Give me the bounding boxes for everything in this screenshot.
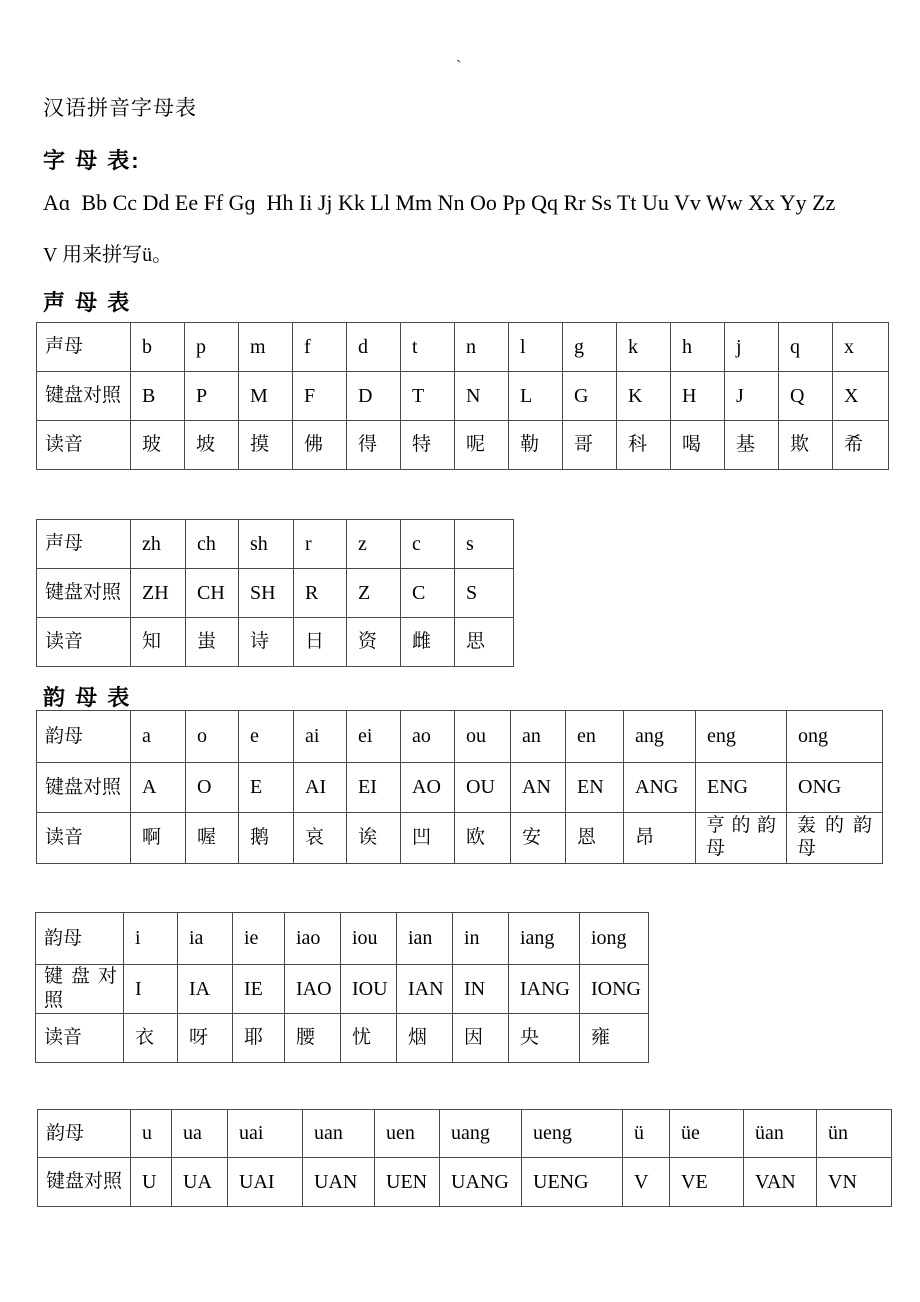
table-cell: IAN bbox=[397, 965, 453, 1014]
table-cell: P bbox=[185, 372, 239, 421]
table-cell: 知 bbox=[131, 618, 186, 667]
row-label: 键盘对照 bbox=[37, 569, 131, 618]
stray-mark: ` bbox=[456, 58, 462, 75]
table-cell: f bbox=[293, 323, 347, 372]
table-cell: 摸 bbox=[239, 421, 293, 470]
table-row bbox=[37, 618, 514, 667]
table-cell: ie bbox=[233, 913, 285, 965]
table-cell: an bbox=[511, 711, 566, 763]
table-cell: AN bbox=[511, 763, 566, 813]
table-cell: 鹅 bbox=[239, 813, 294, 864]
table-cell: ENG bbox=[696, 763, 787, 813]
table-cell: in bbox=[453, 913, 509, 965]
table-cell: OU bbox=[455, 763, 511, 813]
table-cell: CH bbox=[186, 569, 239, 618]
table-cell: iao bbox=[285, 913, 341, 965]
finals-table-3 bbox=[37, 1109, 892, 1207]
table-cell: AO bbox=[401, 763, 455, 813]
table-cell: o bbox=[186, 711, 239, 763]
v-usage-note: V 用来拼写ü。 bbox=[43, 244, 173, 266]
table-row bbox=[36, 913, 649, 965]
table-cell: 烟 bbox=[397, 1014, 453, 1063]
table-cell: ei bbox=[347, 711, 401, 763]
table-cell: O bbox=[186, 763, 239, 813]
table-cell: r bbox=[294, 520, 347, 569]
table-cell: sh bbox=[239, 520, 294, 569]
row-label: 读音 bbox=[37, 421, 131, 470]
table-cell: ZH bbox=[131, 569, 186, 618]
row-label: 读音 bbox=[37, 813, 131, 864]
table-cell: C bbox=[401, 569, 455, 618]
table-cell: G bbox=[563, 372, 617, 421]
table-cell: B bbox=[131, 372, 185, 421]
table-cell: e bbox=[239, 711, 294, 763]
table-cell: ian bbox=[397, 913, 453, 965]
table-cell: IANG bbox=[509, 965, 580, 1014]
table-row bbox=[37, 421, 889, 470]
alphabet-line: Aɑ Bb Cc Dd Ee Ff Gɡ Hh Ii Jj Kk Ll Mm Nn Oo Pp Qq Rr Ss Tt Uu Vv Ww Xx Yy Zz bbox=[43, 190, 836, 215]
table-cell: T bbox=[401, 372, 455, 421]
table-cell: ai bbox=[294, 711, 347, 763]
table-cell: m bbox=[239, 323, 293, 372]
table-cell: SH bbox=[239, 569, 294, 618]
table-cell: üan bbox=[744, 1110, 817, 1158]
table-row bbox=[37, 569, 514, 618]
table-cell: I bbox=[124, 965, 178, 1014]
table-cell: ü bbox=[623, 1110, 670, 1158]
table-row bbox=[36, 1014, 649, 1063]
table-cell: VAN bbox=[744, 1158, 817, 1207]
table-cell: 昂 bbox=[624, 813, 696, 864]
table-cell: UEN bbox=[375, 1158, 440, 1207]
table-cell: ONG bbox=[787, 763, 883, 813]
table-cell: 基 bbox=[725, 421, 779, 470]
table-cell: M bbox=[239, 372, 293, 421]
table-cell: g bbox=[563, 323, 617, 372]
table-cell: UAN bbox=[303, 1158, 375, 1207]
table-cell: s bbox=[455, 520, 514, 569]
table-cell: ia bbox=[178, 913, 233, 965]
table-cell: H bbox=[671, 372, 725, 421]
table-row bbox=[37, 813, 883, 864]
table-cell: uan bbox=[303, 1110, 375, 1158]
table-cell: b bbox=[131, 323, 185, 372]
table-cell: 坡 bbox=[185, 421, 239, 470]
table-cell: 哀 bbox=[294, 813, 347, 864]
table-cell: i bbox=[124, 913, 178, 965]
table-cell: k bbox=[617, 323, 671, 372]
table-cell: iou bbox=[341, 913, 397, 965]
table-cell: ün bbox=[817, 1110, 892, 1158]
table-cell: VE bbox=[670, 1158, 744, 1207]
row-label: 读音 bbox=[36, 1014, 124, 1063]
table-cell: 蚩 bbox=[186, 618, 239, 667]
table-cell: IOU bbox=[341, 965, 397, 1014]
table-cell: uen bbox=[375, 1110, 440, 1158]
table-row bbox=[38, 1110, 892, 1158]
table-cell: 央 bbox=[509, 1014, 580, 1063]
table-cell: c bbox=[401, 520, 455, 569]
table-cell: 耶 bbox=[233, 1014, 285, 1063]
row-label: 键盘对照 bbox=[36, 965, 124, 1014]
table-cell: E bbox=[239, 763, 294, 813]
table-cell: K bbox=[617, 372, 671, 421]
table-cell: Z bbox=[347, 569, 401, 618]
initials-table-1 bbox=[36, 322, 889, 470]
table-cell: V bbox=[623, 1158, 670, 1207]
table-cell: 特 bbox=[401, 421, 455, 470]
table-cell: UENG bbox=[522, 1158, 623, 1207]
table-cell: AI bbox=[294, 763, 347, 813]
table-cell: 因 bbox=[453, 1014, 509, 1063]
table-cell: 喔 bbox=[186, 813, 239, 864]
row-label: 键盘对照 bbox=[37, 372, 131, 421]
table-cell: 欺 bbox=[779, 421, 833, 470]
table-cell: a bbox=[131, 711, 186, 763]
row-label: 韵母 bbox=[36, 913, 124, 965]
table-cell: n bbox=[455, 323, 509, 372]
table-cell: iong bbox=[580, 913, 649, 965]
table-cell: üe bbox=[670, 1110, 744, 1158]
table-cell: q bbox=[779, 323, 833, 372]
table-cell: EN bbox=[566, 763, 624, 813]
row-label: 韵母 bbox=[37, 711, 131, 763]
page-title: 汉语拼音字母表 bbox=[43, 96, 197, 120]
table-cell: 啊 bbox=[131, 813, 186, 864]
table-cell: 玻 bbox=[131, 421, 185, 470]
table-cell: 得 bbox=[347, 421, 401, 470]
finals-table-1 bbox=[36, 710, 883, 864]
table-cell: 呀 bbox=[178, 1014, 233, 1063]
table-cell: J bbox=[725, 372, 779, 421]
table-cell: F bbox=[293, 372, 347, 421]
table-cell: uang bbox=[440, 1110, 522, 1158]
table-cell: A bbox=[131, 763, 186, 813]
table-cell: 欧 bbox=[455, 813, 511, 864]
table-row bbox=[37, 763, 883, 813]
table-cell: 腰 bbox=[285, 1014, 341, 1063]
table-cell: 亨的韵母 bbox=[696, 813, 787, 864]
table-cell: 日 bbox=[294, 618, 347, 667]
table-cell: IE bbox=[233, 965, 285, 1014]
table-cell: UANG bbox=[440, 1158, 522, 1207]
row-label: 读音 bbox=[37, 618, 131, 667]
initials-table-2 bbox=[36, 519, 514, 667]
table-cell: 哥 bbox=[563, 421, 617, 470]
table-cell: ong bbox=[787, 711, 883, 763]
table-row bbox=[36, 965, 649, 1014]
table-row bbox=[37, 372, 889, 421]
table-cell: p bbox=[185, 323, 239, 372]
table-cell: t bbox=[401, 323, 455, 372]
table-cell: ao bbox=[401, 711, 455, 763]
section-heading-initials: 声 母 表 bbox=[43, 290, 132, 315]
table-cell: N bbox=[455, 372, 509, 421]
table-cell: R bbox=[294, 569, 347, 618]
table-cell: D bbox=[347, 372, 401, 421]
table-cell: 思 bbox=[455, 618, 514, 667]
section-heading-finals: 韵 母 表 bbox=[43, 685, 132, 710]
table-row bbox=[37, 711, 883, 763]
table-cell: U bbox=[131, 1158, 172, 1207]
table-cell: uai bbox=[228, 1110, 303, 1158]
row-label: 键盘对照 bbox=[37, 763, 131, 813]
table-cell: 雌 bbox=[401, 618, 455, 667]
table-cell: 诶 bbox=[347, 813, 401, 864]
table-cell: 轰的韵母 bbox=[787, 813, 883, 864]
table-cell: 忧 bbox=[341, 1014, 397, 1063]
table-cell: z bbox=[347, 520, 401, 569]
table-cell: 凹 bbox=[401, 813, 455, 864]
table-row bbox=[37, 323, 889, 372]
table-cell: ch bbox=[186, 520, 239, 569]
section-heading-alphabet: 字 母 表: bbox=[43, 148, 141, 173]
table-row bbox=[38, 1158, 892, 1207]
table-cell: u bbox=[131, 1110, 172, 1158]
table-cell: L bbox=[509, 372, 563, 421]
table-cell: 喝 bbox=[671, 421, 725, 470]
table-cell: 希 bbox=[833, 421, 889, 470]
table-cell: 诗 bbox=[239, 618, 294, 667]
table-cell: IONG bbox=[580, 965, 649, 1014]
table-cell: ueng bbox=[522, 1110, 623, 1158]
row-label: 键盘对照 bbox=[38, 1158, 131, 1207]
table-cell: d bbox=[347, 323, 401, 372]
table-cell: 勒 bbox=[509, 421, 563, 470]
table-cell: ou bbox=[455, 711, 511, 763]
table-cell: en bbox=[566, 711, 624, 763]
finals-table-2 bbox=[35, 912, 649, 1063]
table-cell: 安 bbox=[511, 813, 566, 864]
table-cell: 雍 bbox=[580, 1014, 649, 1063]
table-cell: ANG bbox=[624, 763, 696, 813]
table-cell: UAI bbox=[228, 1158, 303, 1207]
table-cell: j bbox=[725, 323, 779, 372]
row-label: 声母 bbox=[37, 520, 131, 569]
table-cell: ang bbox=[624, 711, 696, 763]
table-cell: l bbox=[509, 323, 563, 372]
table-cell: h bbox=[671, 323, 725, 372]
table-cell: EI bbox=[347, 763, 401, 813]
table-row bbox=[37, 520, 514, 569]
table-cell: UA bbox=[172, 1158, 228, 1207]
table-cell: 资 bbox=[347, 618, 401, 667]
table-cell: 呢 bbox=[455, 421, 509, 470]
table-cell: 恩 bbox=[566, 813, 624, 864]
table-cell: 科 bbox=[617, 421, 671, 470]
table-cell: ua bbox=[172, 1110, 228, 1158]
table-cell: 佛 bbox=[293, 421, 347, 470]
table-cell: VN bbox=[817, 1158, 892, 1207]
table-cell: 衣 bbox=[124, 1014, 178, 1063]
table-cell: IAO bbox=[285, 965, 341, 1014]
row-label: 韵母 bbox=[38, 1110, 131, 1158]
table-cell: S bbox=[455, 569, 514, 618]
table-cell: x bbox=[833, 323, 889, 372]
table-cell: X bbox=[833, 372, 889, 421]
row-label: 声母 bbox=[37, 323, 131, 372]
table-cell: IN bbox=[453, 965, 509, 1014]
table-cell: iang bbox=[509, 913, 580, 965]
table-cell: eng bbox=[696, 711, 787, 763]
table-cell: Q bbox=[779, 372, 833, 421]
table-cell: IA bbox=[178, 965, 233, 1014]
table-cell: zh bbox=[131, 520, 186, 569]
